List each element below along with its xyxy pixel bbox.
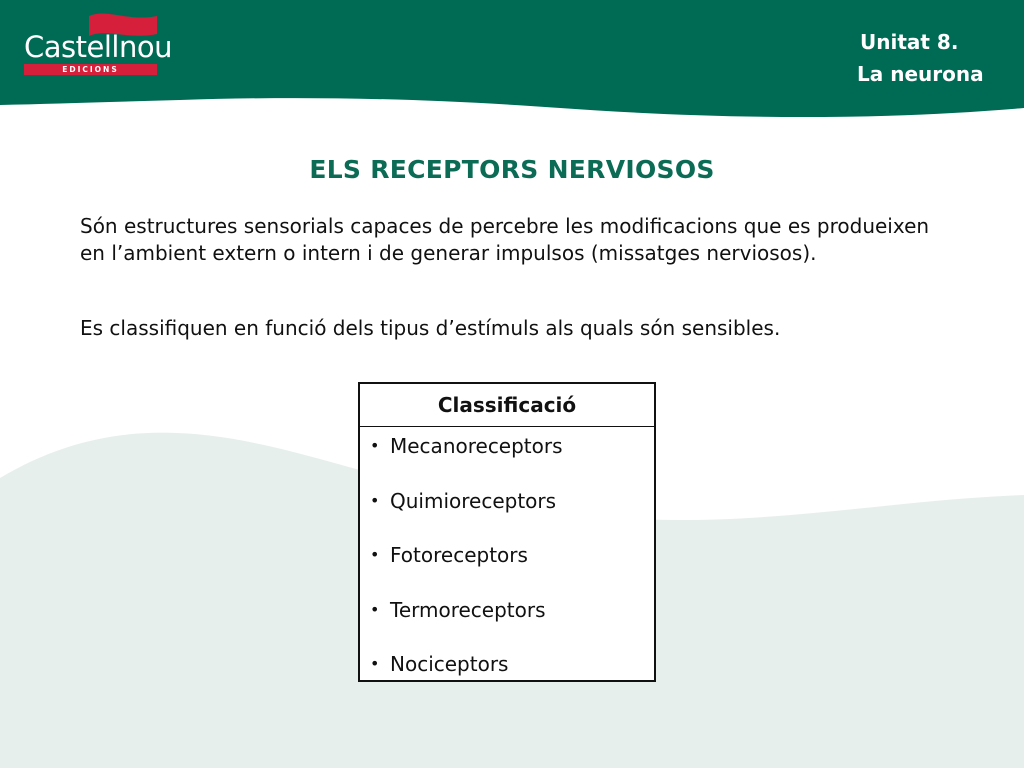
slide-title: ELS RECEPTORS NERVIOSOS <box>309 155 715 184</box>
classification-list <box>360 427 654 700</box>
logo-subtitle: EDICIONS <box>62 65 119 74</box>
list-item: • Quimioreceptors <box>360 482 654 537</box>
classification-header: Classificació <box>360 384 654 427</box>
paragraph-classification: Es classifiquen en funció dels tipus d’estímuls als quals són sensibles. <box>80 316 781 340</box>
unit-number: Unitat 8. <box>860 30 959 54</box>
unit-title: La neurona <box>857 62 984 86</box>
unit-label <box>857 28 1002 88</box>
list-item: • Fotoreceptors <box>360 536 654 591</box>
paragraph-definition: Són estructures sensorials capaces de percebre les modificacions que es produeixen en l’ambient extern o intern i de generar impulsos (missatges nerviosos). <box>80 214 930 265</box>
list-item: • Mecanoreceptors <box>360 427 654 482</box>
logo-wordmark: Castellnou <box>24 30 172 64</box>
list-item: • Termoreceptors <box>360 591 654 646</box>
list-item: • Nociceptors <box>360 645 654 700</box>
classification-table <box>358 382 656 682</box>
